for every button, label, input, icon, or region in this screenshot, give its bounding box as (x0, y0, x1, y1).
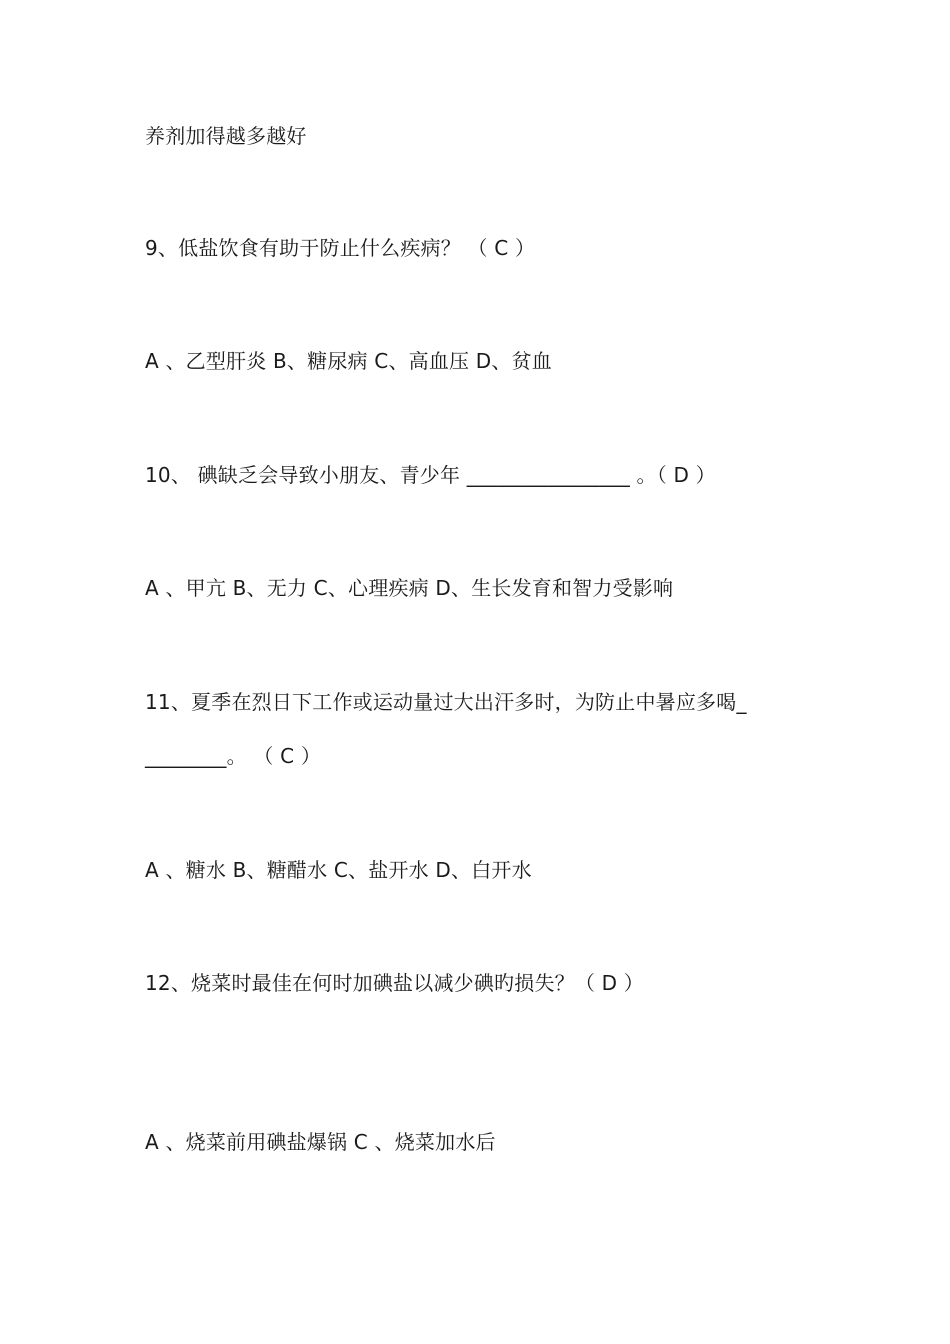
text-line-continuation: 养剂加得越多越好 (145, 124, 307, 148)
question-12-options: A 、烧菜前用碘盐爆锅 C 、烧菜加水后 (145, 1130, 496, 1154)
question-11: 11、夏季在烈日下工作或运动量过大出汗多时，为防止中暑应多喝_ (145, 690, 747, 714)
question-11-options: A 、糖水 B、糖醋水 C、盐开水 D、白开水 (145, 858, 532, 882)
question-10: 10、 碘缺乏会导致小朋友、青少年 ________________ 。（ D ） (145, 463, 716, 487)
question-12: 12、烧菜时最佳在何时加碘盐以减少碘旳损失？（ D ） (145, 971, 644, 995)
question-9-options: A 、乙型肝炎 B、糖尿病 C、高血压 D、贫血 (145, 349, 552, 373)
question-10-options: A 、甲亢 B、无力 C、心理疾病 D、生长发育和智力受影响 (145, 576, 674, 600)
question-9: 9、低盐饮食有助于防止什么疾病？ （ C ） (145, 236, 536, 260)
question-11-continuation: ________。 （ C ） (145, 744, 322, 768)
